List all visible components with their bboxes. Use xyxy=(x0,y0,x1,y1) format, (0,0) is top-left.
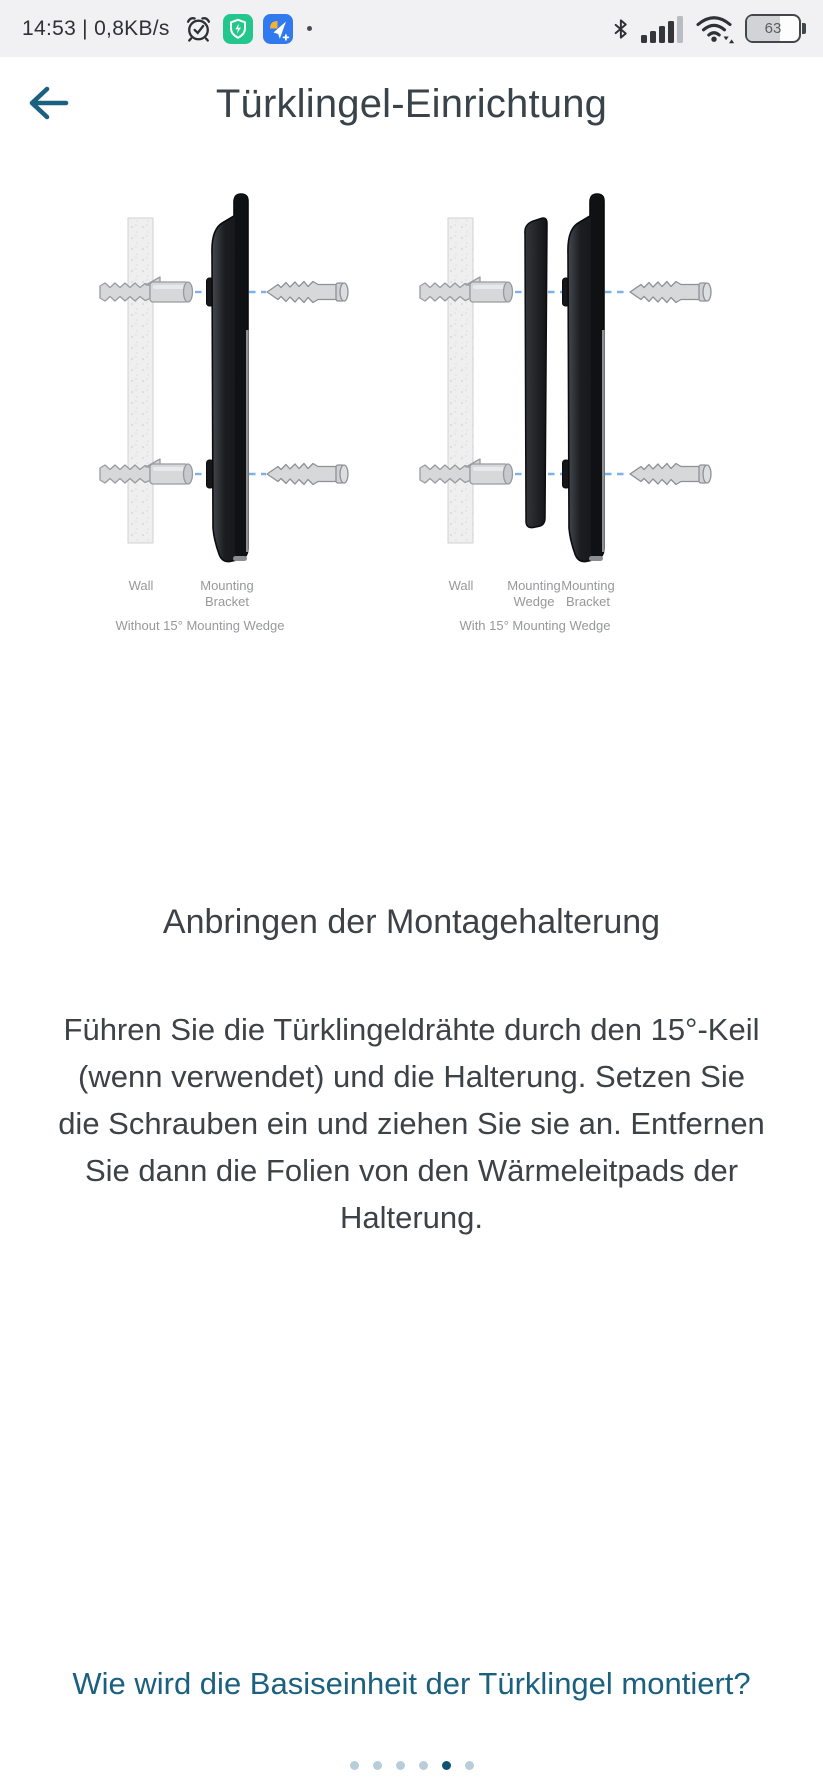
page-indicator xyxy=(0,1761,823,1770)
bluetooth-icon xyxy=(610,15,631,43)
caption-with-wedge: With 15° Mounting Wedge xyxy=(459,618,611,633)
alarm-clock-icon xyxy=(184,14,213,43)
diagram-with-wedge xyxy=(420,194,711,562)
header xyxy=(0,72,823,136)
label-wedge-right: Mounting Wedge xyxy=(507,578,561,609)
page-dot[interactable] xyxy=(350,1761,359,1770)
label-wall-left: Wall xyxy=(128,578,154,593)
page-title: Türklingel-Einrichtung xyxy=(215,82,608,126)
back-arrow-icon xyxy=(27,85,69,121)
wall-right-graphic xyxy=(448,218,473,543)
screw-icon xyxy=(630,282,711,303)
status-bar-left xyxy=(22,14,312,44)
security-app-icon xyxy=(223,14,253,44)
screw-icon xyxy=(630,464,711,485)
label-wall-right: Wall xyxy=(448,578,474,593)
page-dot[interactable] xyxy=(442,1761,451,1770)
wall-left-graphic xyxy=(128,218,153,543)
battery-icon xyxy=(745,14,801,43)
screw-icon xyxy=(267,464,348,485)
mounting-wedge-graphic xyxy=(525,218,547,528)
notification-dot-icon xyxy=(307,26,312,31)
status-bar-right xyxy=(610,13,801,44)
clock-and-speed-text: 14:53 | 0,8KB/s xyxy=(22,16,170,40)
battery-percentage: 63 xyxy=(764,20,782,37)
section-heading: Anbringen der Montagehalterung xyxy=(162,903,661,941)
mounting-illustration xyxy=(96,190,726,650)
mounting-diagram-svg xyxy=(96,190,726,565)
instruction-text: Führen Sie die Türklingeldrähte durch den 15°-Keil (wenn verwendet) und die Halterung. Setzen Sie die Schrauben ein und ziehen Sie sie an. Entfernen Sie dann die Folien von den Wärmeleitpads der Halterung. xyxy=(58,1012,765,1235)
help-link[interactable]: Wie wird die Basiseinheit der Türklingel montiert? xyxy=(72,1666,751,1701)
cell-signal-icon xyxy=(641,15,685,43)
page-dot[interactable] xyxy=(465,1761,474,1770)
label-bracket-right: Mounting Bracket xyxy=(561,578,615,609)
page-dot[interactable] xyxy=(396,1761,405,1770)
status-bar xyxy=(0,0,823,57)
page-dot[interactable] xyxy=(373,1761,382,1770)
wifi-icon xyxy=(695,13,735,44)
screw-icon xyxy=(267,282,348,303)
diagram-without-wedge xyxy=(100,194,348,562)
back-button[interactable] xyxy=(26,82,70,126)
navigation-app-icon xyxy=(263,14,293,44)
label-bracket-left: Mounting Bracket xyxy=(200,578,254,609)
page-dot[interactable] xyxy=(419,1761,428,1770)
battery-nub xyxy=(802,23,806,34)
caption-without-wedge: Without 15° Mounting Wedge xyxy=(115,618,285,633)
